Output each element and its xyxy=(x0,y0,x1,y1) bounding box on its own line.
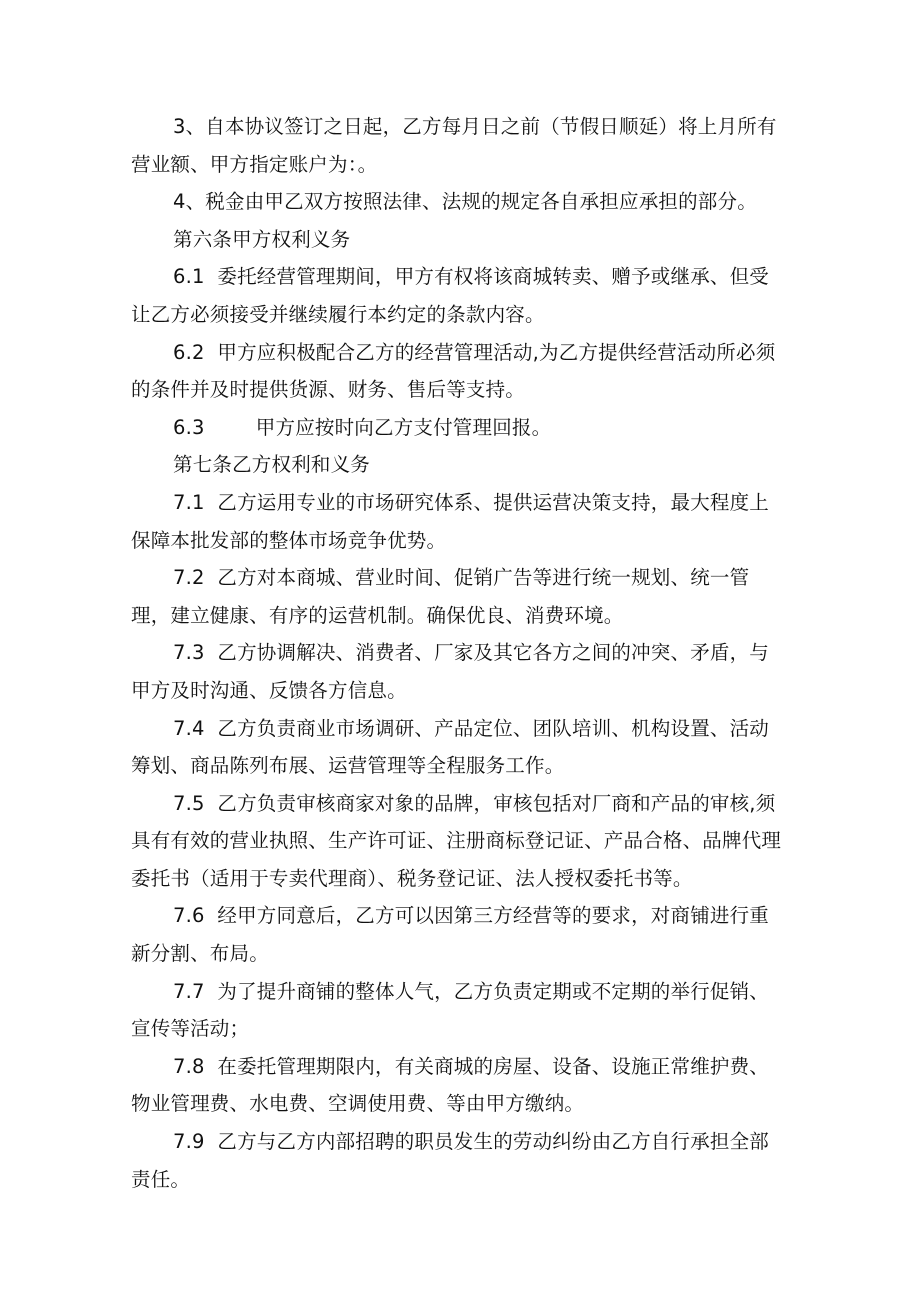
clause-7-1: 7.1 乙方运用专业的市场研究体系、提供运营决策支持，最大程度上保障本批发部的整体市场竞争优势。 xyxy=(131,490,770,552)
document-body xyxy=(131,108,786,1198)
clause-7-7: 7.7 为了提升商铺的整体人气，乙方负责定期或不定期的举行促销、宣传等活动； xyxy=(131,979,770,1041)
clause-7-8: 7.8 在委托管理期限内，有关商城的房屋、设备、设施正常维护费、物业管理费、水电费、空调使用费、等由甲方缴纳。 xyxy=(131,1054,770,1116)
clause-3-payment: 3、自本协议签订之日起，乙方每月日之前（节假日顺延）将上月所有营业额、甲方指定账户为：。 xyxy=(131,115,777,176)
article-7-heading: 第七条乙方权利和义务 xyxy=(173,453,371,477)
article-6-heading: 第六条甲方权利义务 xyxy=(173,227,351,251)
clause-7-6: 7.6 经甲方同意后，乙方可以因第三方经营等的要求，对商铺进行重新分割、布局。 xyxy=(131,904,770,966)
clause-7-4: 7.4 乙方负责商业市场调研、产品定位、团队培训、机构设置、活动筹划、商品陈列布展、运营管理等全程服务工作。 xyxy=(131,716,770,778)
clause-6-1: 6.1 委托经营管理期间，甲方有权将该商城转卖、赠予或继承、但受让乙方必须接受并继续履行本约定的条款内容。 xyxy=(131,265,770,326)
clause-6-3: 6.3 甲方应按时向乙方支付管理回报。 xyxy=(173,415,552,439)
clause-4-tax: 4、税金由甲乙双方按照法律、法规的规定各自承担应承担的部分。 xyxy=(173,190,757,214)
clause-7-9: 7.9 乙方与乙方内部招聘的职员发生的劳动纠纷由乙方自行承担全部责任。 xyxy=(131,1130,770,1191)
clause-7-2: 7.2 乙方对本商城、营业时间、促销广告等进行统一规划、统一管理，建立健康、有序的运营机制。确保优良、消费环境。 xyxy=(131,566,750,627)
clause-7-3: 7.3 乙方协调解决、消费者、厂家及其它各方之间的冲突、矛盾，与甲方及时沟通、反馈各方信息。 xyxy=(131,641,770,702)
clause-6-2: 6.2 甲方应积极配合乙方的经营管理活动,为乙方提供经营活动所必须的条件并及时提供货源、财务、售后等支持。 xyxy=(131,340,776,402)
clause-7-5: 7.5 乙方负责审核商家对象的品牌，审核包括对厂商和产品的审核,须具有有效的营业执照、生产许可证、注册商标登记证、产品合格、品牌代理委托书（适用于专卖代理商）、税务登记证、法人授权委托书等。 xyxy=(131,791,782,890)
